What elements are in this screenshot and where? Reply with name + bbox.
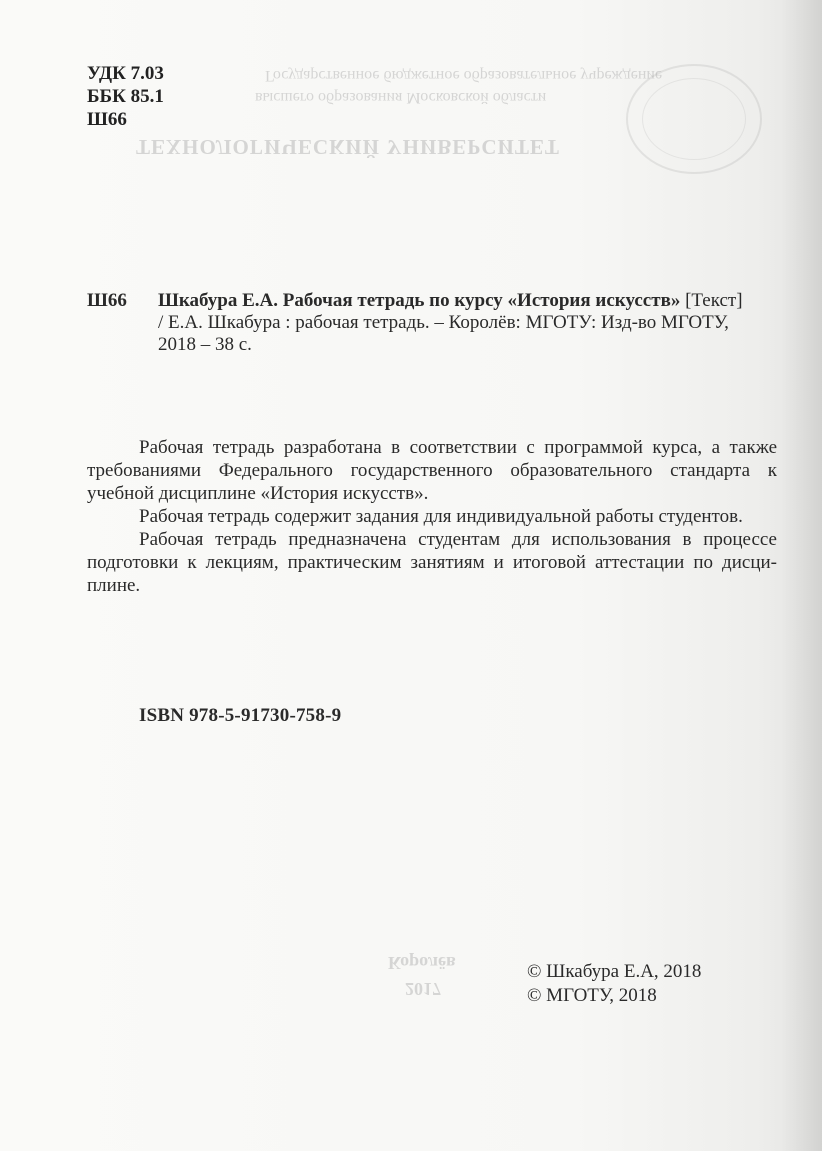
bbk-code: ББК 85.1 <box>87 86 164 107</box>
copyright-author: © Шкабура Е.А, 2018 <box>527 961 702 982</box>
biblio-line-1 <box>158 290 778 312</box>
bibliographic-record <box>87 290 777 356</box>
annotation-paragraph-2: Рабочая тетрадь содержит задания для индивидуальной работы студентов. <box>139 506 743 527</box>
biblio-author-sign: Ш66 <box>87 290 127 311</box>
annotation-paragraph-3: Рабочая тетрадь предназначена студентам для использования в процессе подготовки к лекциям, практическим занятиям и итоговой аттестации по дисци-плине. <box>87 529 777 596</box>
bleed-through-year: 2017 <box>405 979 441 999</box>
copyright-publisher: © МГОТУ, 2018 <box>527 985 657 1006</box>
author-sign: Ш66 <box>87 109 127 130</box>
annotation-paragraph-1: Рабочая тетрадь разработана в соответствии с программой курса, а также требованиями Федерального государственного образовательного стандарта к учебной дисциплине «История искусств». <box>87 437 777 504</box>
isbn: ISBN 978-5-91730-758-9 <box>139 705 342 726</box>
bleed-through-stamp <box>626 64 762 174</box>
biblio-title: Шкабура Е.А. Рабочая тетрадь по курсу «История искусств» <box>158 290 681 311</box>
udk-code: УДК 7.03 <box>87 63 164 84</box>
page-edge-shadow <box>782 0 822 1151</box>
biblio-medium: [Текст] <box>680 290 743 311</box>
biblio-text <box>158 290 778 356</box>
bleed-through-line-2: высшего образования Московской области <box>255 89 547 106</box>
copyright-block <box>527 960 701 1008</box>
biblio-line-2: / Е.А. Шкабура : рабочая тетрадь. – Королёв: МГОТУ: Изд-во МГОТУ, <box>158 312 729 333</box>
classification-codes <box>87 62 164 131</box>
bleed-through-line-1: Государственное бюджетное образовательное учреждение <box>265 67 663 84</box>
bleed-through-city: Королёв <box>388 953 456 973</box>
biblio-line-3: 2018 – 38 с. <box>158 334 252 355</box>
annotation <box>87 436 777 597</box>
bleed-through-line-3: ТЕХНОЛОГИЧЕСКИЙ УНИВЕРСИТЕТ <box>136 135 560 159</box>
